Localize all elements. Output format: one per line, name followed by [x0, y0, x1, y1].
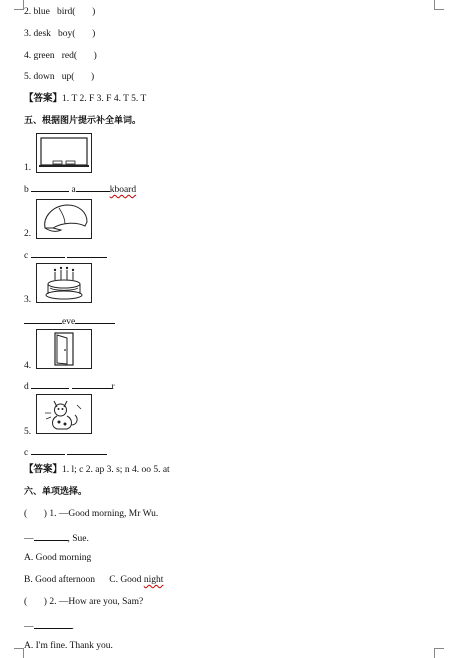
fill-blank[interactable] [72, 378, 112, 389]
fill-word-4 [24, 378, 115, 393]
answer-line-2 [24, 464, 170, 476]
answer-blank[interactable] [34, 618, 72, 629]
question-2-option-a: A. I'm fine. Thank you. [24, 641, 113, 651]
cap-icon [36, 199, 92, 239]
pair-item-2: 2. blue bird( ) [24, 7, 96, 17]
cat-icon [36, 394, 92, 434]
reply-dash: — [24, 622, 34, 632]
fill-word-1-mid: a [71, 185, 76, 195]
question-1: ( ) 1. —Good morning, Mr Wu. [24, 509, 159, 519]
fill-blank[interactable] [31, 378, 69, 389]
fill-word-1 [24, 181, 136, 196]
question-1-option-c-word: night [143, 575, 164, 585]
fill-blank[interactable] [67, 247, 107, 258]
pair-item-4: 4. green red( ) [24, 51, 97, 61]
question-2: ( ) 2. —How are you, Sam? [24, 597, 144, 607]
answer-blank[interactable] [34, 530, 68, 541]
pair-item-5: 5. down up( ) [24, 72, 95, 82]
answer-bracket: 【答案】 [24, 94, 63, 104]
question-1-reply [24, 530, 89, 545]
fill-word-2-start: c [24, 251, 29, 261]
door-icon [36, 329, 92, 369]
birthday-cake-icon [36, 263, 92, 303]
fill-blank[interactable] [75, 313, 115, 324]
question-2-reply [24, 618, 74, 633]
question-1-option-a: A. Good morning [24, 553, 92, 563]
crop-mark-top-right [434, 0, 444, 10]
fill-word-1-end: kboard [109, 185, 137, 195]
fill-word-2 [24, 247, 107, 262]
fill-word-4-start: d [24, 382, 29, 392]
fill-blank[interactable] [76, 181, 110, 192]
fill-blank[interactable] [24, 313, 62, 324]
fill-word-1-start: b [24, 185, 29, 195]
question-1-option-b: B. Good afternoon [24, 575, 95, 585]
picture-number-2: 2. [24, 229, 32, 239]
fill-blank[interactable] [31, 444, 65, 455]
picture-number-5: 5. [24, 427, 32, 437]
crop-mark-bottom-left [14, 648, 24, 658]
blackboard-icon [36, 133, 92, 173]
fill-blank[interactable] [67, 444, 107, 455]
fill-word-5-start: c [24, 448, 29, 458]
reply-end: , Sue. [67, 534, 89, 544]
answer-line-1 [24, 93, 146, 105]
answer-bracket: 【答案】 [24, 465, 63, 475]
crop-mark-top-left [14, 0, 24, 10]
section-5-title: 五、根据图片提示补全单词。 [24, 116, 142, 126]
pair-item-3: 3. desk boy( ) [24, 29, 96, 39]
fill-word-3 [24, 313, 115, 328]
crop-mark-bottom-right [434, 648, 444, 658]
fill-word-5 [24, 444, 107, 459]
picture-number-3: 3. [24, 295, 32, 305]
fill-blank[interactable] [31, 247, 65, 258]
fill-word-3-mid: eve [62, 317, 76, 327]
fill-blank[interactable] [31, 181, 69, 192]
question-1-option-c: C. Good [109, 575, 144, 585]
fill-word-4-end: r [111, 382, 115, 392]
reply-dash: — [24, 534, 34, 544]
answer-text: 1. l; c 2. ap 3. s; n 4. oo 5. at [62, 465, 170, 475]
reply-end: . [71, 622, 74, 632]
picture-number-1: 1. [24, 163, 32, 173]
question-1-options-bc [24, 574, 163, 586]
picture-number-4: 4. [24, 361, 32, 371]
answer-text: 1. T 2. F 3. F 4. T 5. T [62, 94, 147, 104]
section-6-title: 六、单项选择。 [24, 487, 88, 497]
